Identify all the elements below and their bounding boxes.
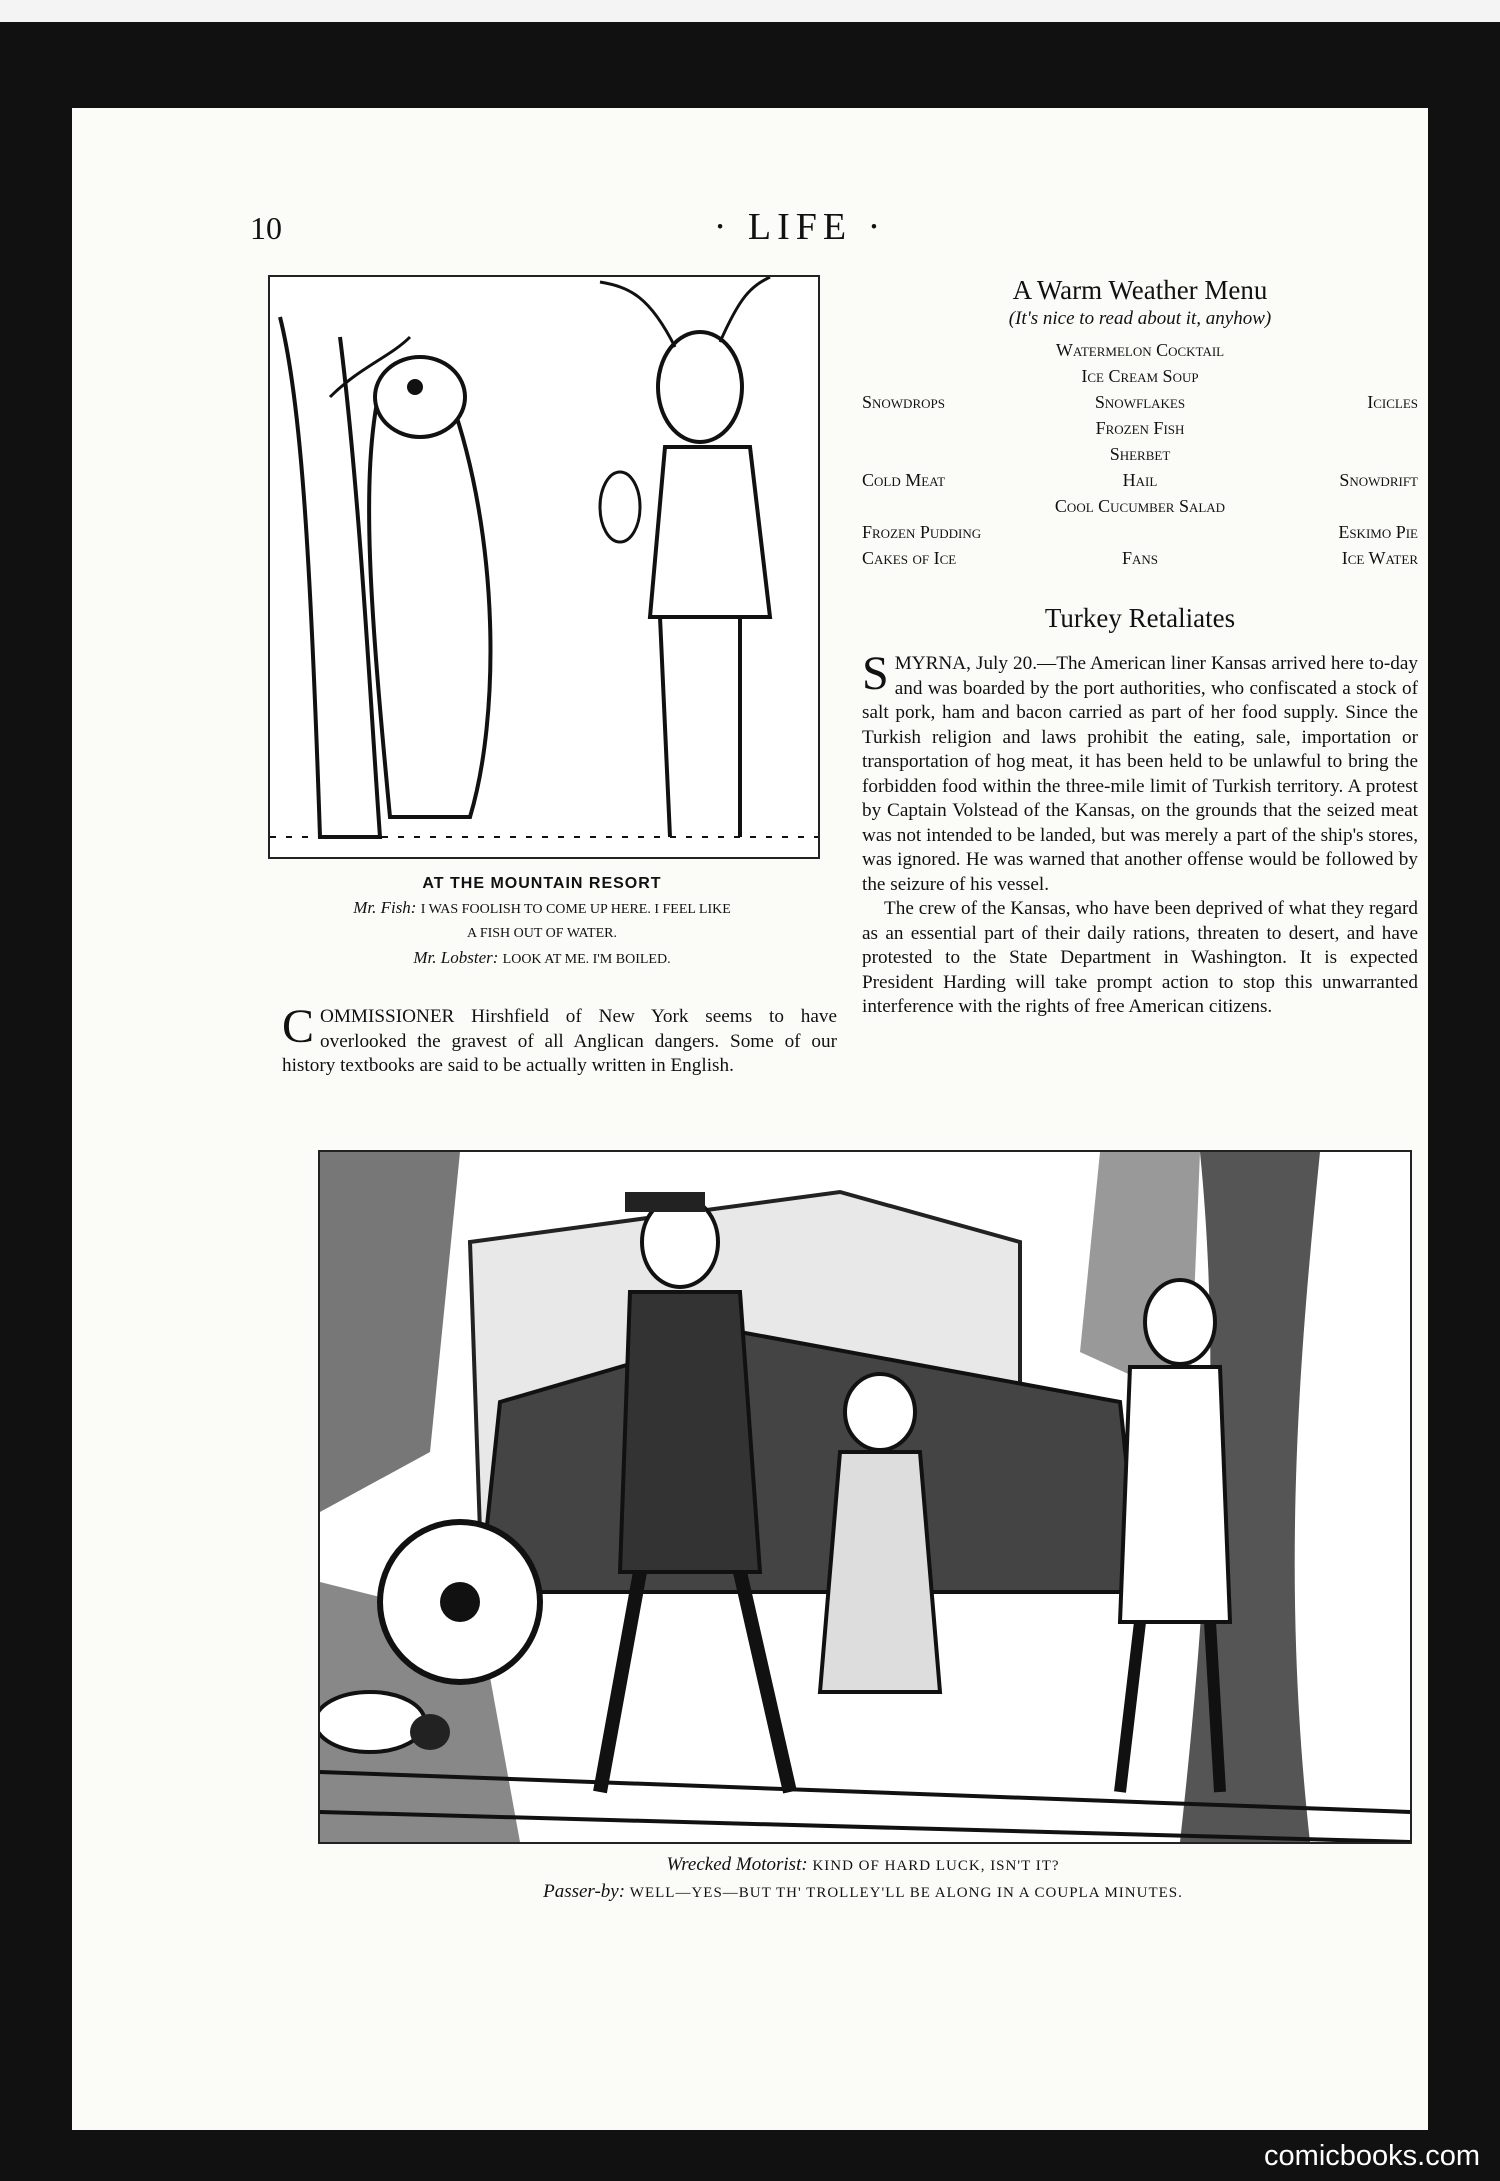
motorist-speaker: Wrecked Motorist:	[666, 1854, 808, 1875]
menu-item-watermelon: Watermelon Cocktail	[1055, 340, 1225, 360]
menu-item-snowflakes: Snowflakes	[1094, 392, 1186, 412]
lobster-line: LOOK AT ME. I'M BOILED.	[502, 952, 671, 967]
menu-item-sherbet: Sherbet	[1109, 444, 1171, 464]
fish-line: I WAS FOOLISH TO COME UP HERE. I FEEL LIKE	[420, 902, 731, 917]
menu-list	[862, 340, 1418, 574]
menu-item-hail: Hail	[1122, 470, 1158, 490]
scan-top-edge	[0, 0, 1500, 22]
watermark-text: comicbooks.com	[1264, 2140, 1480, 2172]
cartoon1-caption	[268, 872, 816, 972]
cartoon1-line1	[268, 896, 816, 922]
menu-item-eskimo: Eskimo Pie	[1338, 522, 1418, 542]
menu-item-frozen-fish: Frozen Fish	[1095, 418, 1185, 438]
cartoon2-line2	[318, 1879, 1408, 1906]
cartoon2-line1	[318, 1852, 1408, 1879]
turkey-article	[862, 647, 1418, 1020]
cartoon2-caption	[318, 1852, 1408, 1906]
turkey-paragraph-2: The crew of the Kansas, who have been deprived of what they regard as an essential part of their daily rations, threaten to desert, and have protested to the State Department in Washington. It is expected President Harding will take prompt action to stop this unwarranted interference with the rights of free American citizens.	[862, 898, 1418, 1017]
menu-item-soup: Ice Cream Soup	[1081, 366, 1199, 386]
turkey-text-1: MYRNA, July 20.—The American liner Kansas arrived here to-day and was boarded by the port authorities, who confiscated a stock of salt pork, ham and bacon carried as part of her food supply. Since the Turkish religion and laws prohibit the eating, sale, importation or transportation of hog meat, it has been held to be unlawful to bring the forbidden food within the three-mile limit of Turkish territory. A protest by Captain Volstead of the Kansas, on the grounds that the seized meat was not intended to be landed, but was merely a part of the ship's stores, was ignored. He was warned that another offense would be followed by the seizure of his vessel.	[862, 653, 1418, 895]
menu-item-snowdrops: Snowdrops	[862, 392, 945, 412]
cartoon1-line2	[268, 946, 816, 972]
fish-line-cont: A FISH OUT OF WATER.	[466, 926, 617, 941]
menu-item-pudding: Frozen Pudding	[862, 522, 982, 542]
wrecked-motorist-cartoon	[318, 1150, 1412, 1844]
menu-subtitle: (It's nice to read about it, anyhow)	[1008, 308, 1272, 329]
menu-item-salad: Cool Cucumber Salad	[1054, 496, 1226, 516]
passerby-speaker: Passer-by:	[543, 1881, 626, 1902]
menu-item-icicles: Icicles	[1367, 392, 1418, 412]
page-number: 10	[250, 210, 282, 246]
cartoon1-title: AT THE MOUNTAIN RESORT	[422, 875, 662, 892]
menu-item-snowdrift: Snowdrift	[1339, 470, 1418, 490]
motorist-line: KIND OF HARD LUCK, ISN'T IT?	[812, 1858, 1060, 1874]
menu-item-cakes: Cakes of Ice	[862, 548, 957, 568]
turkey-title: Turkey Retaliates	[1044, 603, 1236, 633]
menu-item-fans: Fans	[1121, 548, 1159, 568]
fish-speaker: Mr. Fish:	[353, 898, 417, 917]
menu-item-cold-meat: Cold Meat	[862, 470, 946, 490]
menu-item-ice-water: Ice Water	[1341, 548, 1418, 568]
commissioner-dropcap: C	[282, 1000, 315, 1053]
menu-title: A Warm Weather Menu	[1012, 275, 1268, 305]
lobster-speaker: Mr. Lobster:	[413, 948, 499, 967]
commissioner-paragraph	[282, 1000, 837, 1079]
mountain-resort-cartoon	[268, 275, 820, 859]
commissioner-text: OMMISSIONER Hirshfield of New York seems to have overlooked the gravest of all Anglican dangers. Some of our history textbooks are said to be actually written in English.	[282, 1006, 837, 1076]
turkey-paragraph-1	[862, 647, 1418, 897]
turkey-dropcap: S	[862, 647, 889, 700]
masthead: · LIFE ·	[713, 206, 887, 248]
passerby-line: WELL—YES—BUT TH' TROLLEY'LL BE ALONG IN A COUPLA MINUTES.	[629, 1885, 1183, 1901]
